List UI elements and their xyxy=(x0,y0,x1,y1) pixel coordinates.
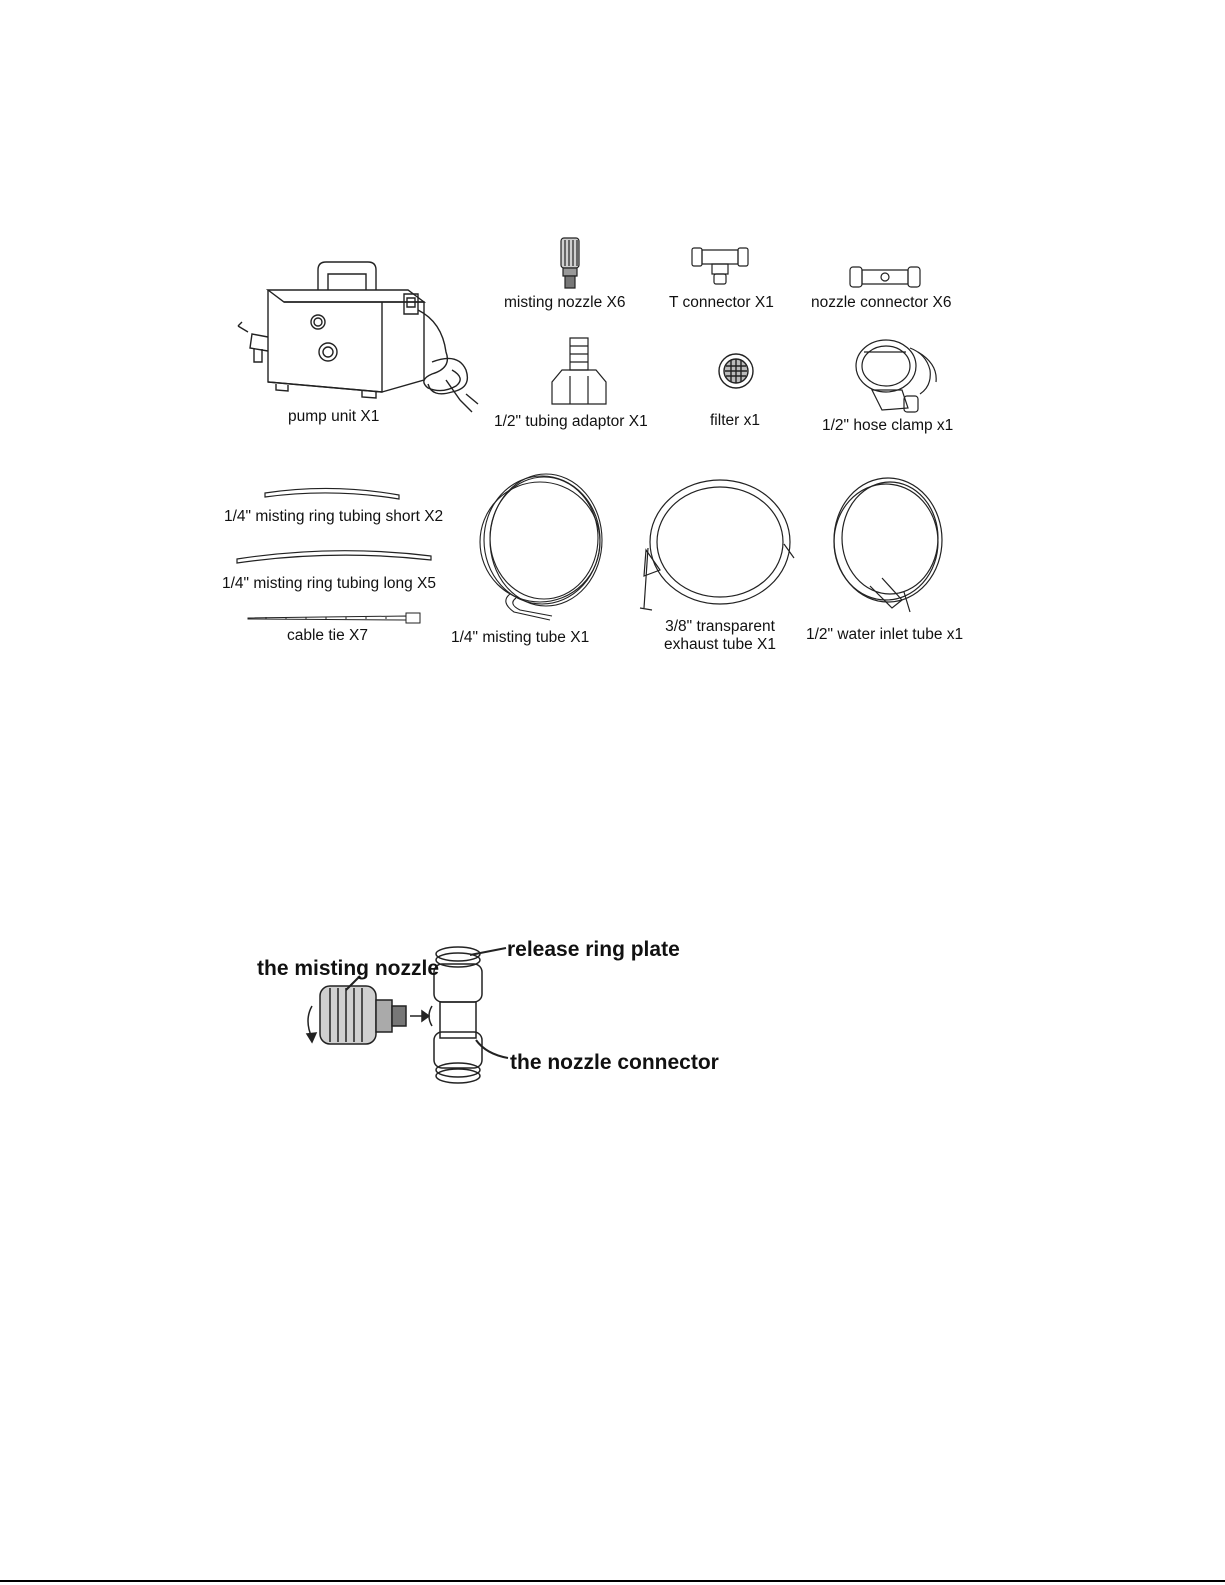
exhaust-tube-label-line1: 3/8" transparent xyxy=(665,618,775,635)
misting-nozzle-callout: the misting nozzle xyxy=(257,957,440,980)
misting-tube-image xyxy=(470,470,620,620)
release-ring-plate-label: release ring plate xyxy=(507,938,680,961)
water-inlet-tube-label: 1/2" water inlet tube x1 xyxy=(806,626,964,643)
pump-unit-image xyxy=(232,252,497,412)
cable-tie-label: cable tie X7 xyxy=(287,627,368,644)
misting-nozzle-image xyxy=(556,236,584,294)
misting-tube-label: 1/4" misting tube X1 xyxy=(451,629,590,646)
hose-clamp-label: 1/2" hose clamp x1 xyxy=(822,417,954,434)
ring-tubing-long-label: 1/4" misting ring tubing long X5 xyxy=(222,575,437,592)
nozzle-connector-callout: the nozzle connector xyxy=(510,1051,719,1074)
filter-label: filter x1 xyxy=(710,412,760,429)
cable-tie-image xyxy=(246,611,424,625)
ring-tubing-short-image xyxy=(262,485,402,501)
ring-tubing-long-image xyxy=(234,546,434,566)
t-connector-label: T connector X1 xyxy=(669,294,774,311)
tubing-adaptor-label: 1/2" tubing adaptor X1 xyxy=(494,413,648,430)
exhaust-tube-image xyxy=(638,474,798,614)
ring-tubing-short-label: 1/4" misting ring tubing short X2 xyxy=(224,508,444,525)
nozzle-connector-image xyxy=(848,264,922,290)
exhaust-tube-label xyxy=(640,618,800,654)
pump-unit-label: pump unit X1 xyxy=(288,408,380,425)
tubing-adaptor-image xyxy=(550,336,608,406)
t-connector-image xyxy=(690,244,750,288)
page-bottom-rule xyxy=(0,1580,1225,1582)
water-inlet-tube-image xyxy=(830,474,954,614)
hose-clamp-image xyxy=(846,334,942,418)
nozzle-connector-label: nozzle connector X6 xyxy=(811,294,952,311)
misting-nozzle-label: misting nozzle X6 xyxy=(504,294,626,311)
filter-image xyxy=(717,352,755,390)
exhaust-tube-label-line2: exhaust tube X1 xyxy=(663,636,777,653)
